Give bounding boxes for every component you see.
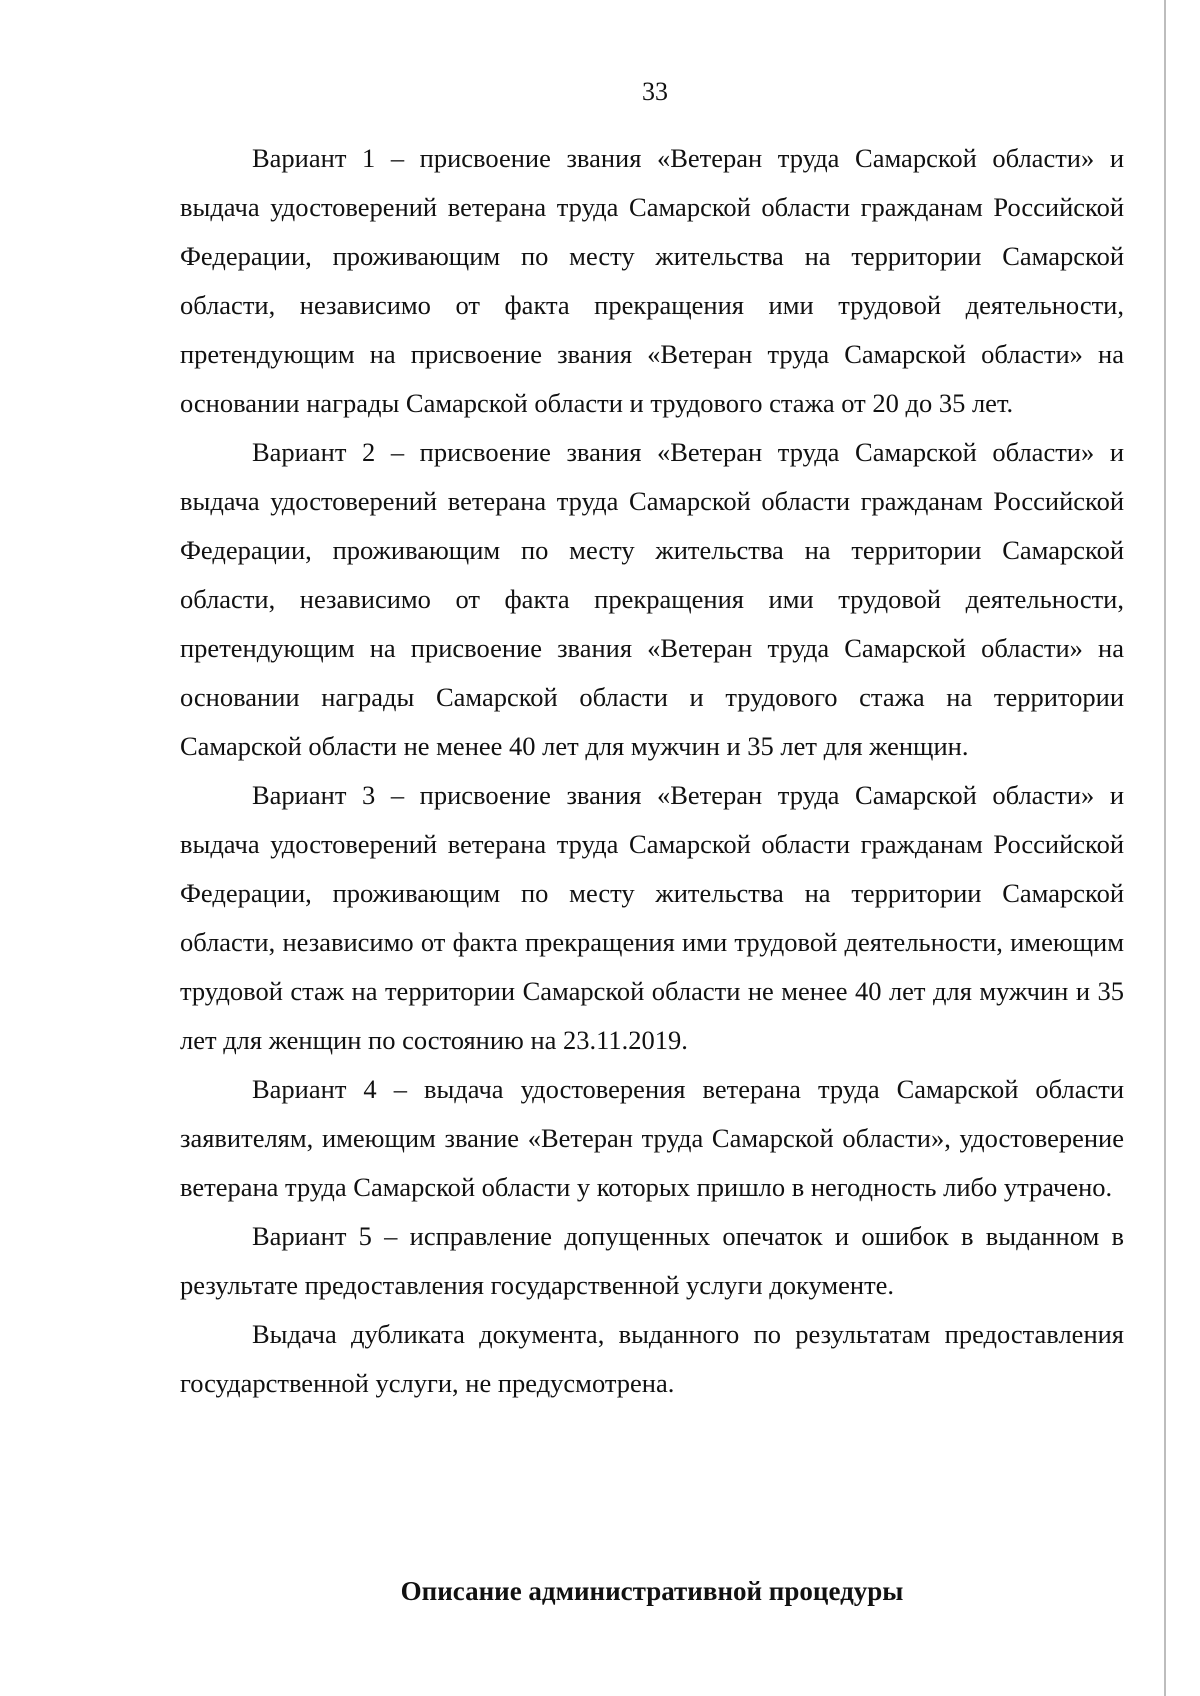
paragraph-variant-5: Вариант 5 – исправление допущенных опечаток и ошибок в выданном в результате предоставления государственной услуги документе. <box>180 1221 1124 1300</box>
paragraph-duplicate-note: Выдача дубликата документа, выданного по результатам предоставления государственной услуги, не предусмотрена. <box>180 1319 1124 1398</box>
paragraph-variant-1: Вариант 1 – присвоение звания «Ветеран труда Самарской области» и выдача удостоверений ветерана труда Самарской области гражданам Российской Федерации, проживающим по месту жительства на территории Самарской области, независимо от факта прекращения ими трудовой деятельности, претендующим на присвоение звания «Ветеран труда Самарской области» на основании награды Самарской области и трудового стажа от 20 до 35 лет. <box>180 143 1124 418</box>
page-number: 33 <box>642 77 668 106</box>
scan-edge-line <box>1164 0 1166 1696</box>
paragraph-variant-2: Вариант 2 – присвоение звания «Ветеран труда Самарской области» и выдача удостоверений ветерана труда Самарской области гражданам Российской Федерации, проживающим по месту жительства на территории Самарской области, независимо от факта прекращения ими трудовой деятельности, претендующим на присвоение звания «Ветеран труда Самарской области» на основании награды Самарской области и трудового стажа на территории Самарской области не менее 40 лет для мужчин и 35 лет для женщин. <box>180 437 1124 761</box>
paragraph-variant-3: Вариант 3 – присвоение звания «Ветеран труда Самарской области» и выдача удостоверений ветерана труда Самарской области гражданам Российской Федерации, проживающим по месту жительства на территории Самарской области, независимо от факта прекращения ими трудовой деятельности, имеющим трудовой стаж на территории Самарской области не менее 40 лет для мужчин и 35 лет для женщин по состоянию на 23.11.2019. <box>180 780 1124 1055</box>
section-heading: Описание административной процедуры <box>400 1576 904 1606</box>
paragraph-variant-4: Вариант 4 – выдача удостоверения ветерана труда Самарской области заявителям, имеющим звание «Ветеран труда Самарской области», удостоверение ветерана труда Самарской области у которых пришло в негодность либо утрачено. <box>180 1074 1124 1202</box>
document-body <box>180 134 1124 1408</box>
